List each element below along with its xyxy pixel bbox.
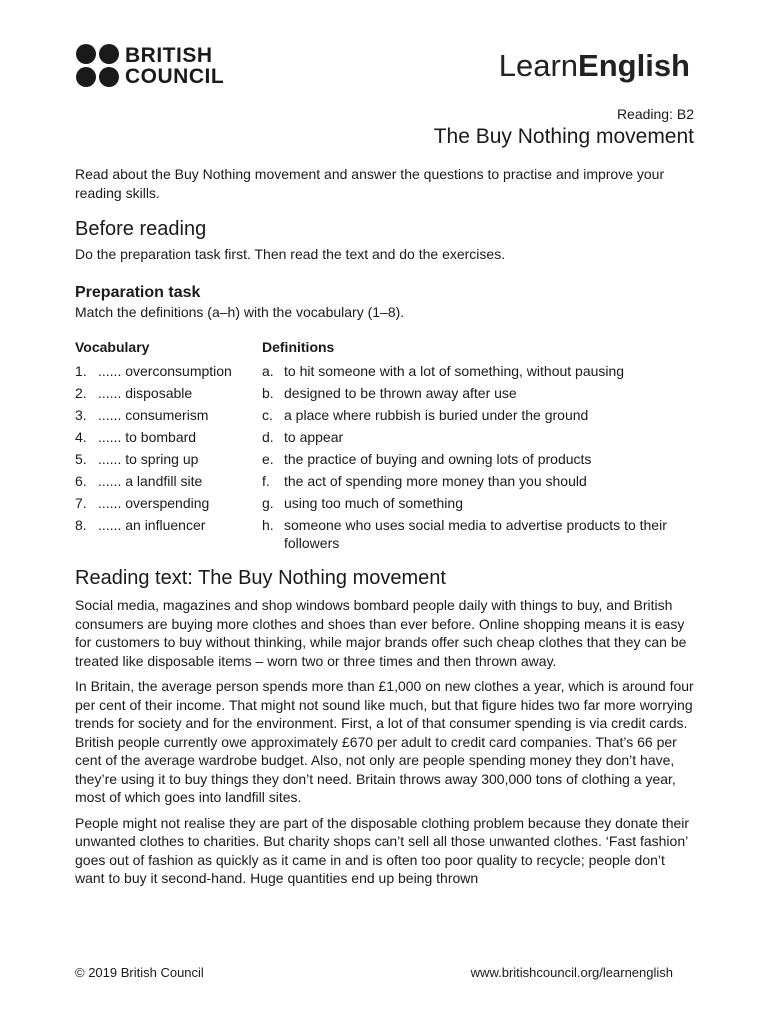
before-reading-heading: Before reading [75, 218, 207, 240]
logo-line-1: BRITISH [125, 43, 213, 67]
intro-text: Read about the Buy Nothing movement and answer the questions to practise and improve your reading skills. [75, 166, 665, 201]
preparation-task-heading: Preparation task [75, 284, 201, 301]
reading-paragraph: People might not realise they are part of the disposable clothing problem because they donate their unwanted clothes to charities. But charity shops can’t sell all those unwanted clothes. ‘Fast fashion’ goes out of fashion as quickly as it came in and is often too poor quality to recycle; people don’t want to buy it second-hand. Huge quantities end up being thrown [75, 814, 690, 886]
vocab-word: ...... to bombard [98, 428, 197, 445]
definition-text: the practice of buying and owning lots of products [284, 450, 592, 467]
reading-paragraph: In Britain, the average person spends more than £1,000 on new clothes a year, which is around four per cent of their income. That might not sound like much, but that figure hides two far more worrying trends for society and for the environment. First, a lot of that consumer spending is via credit cards. British people currently owe approximately £670 per adult to credit card companies. That’s 66 per cent of the average wardrobe budget. Also, not only are people spending money they don’t have, they’re using it to buy things they don’t need. Britain throws away 300,000 tons of clothing a year, most of which goes into landfill sites. [75, 678, 694, 805]
reading-text-heading: Reading text: The Buy Nothing movement [75, 566, 446, 589]
before-reading-text: Do the preparation task first. Then read the text and do the exercises. [75, 245, 506, 262]
definition-text: to appear [284, 428, 344, 445]
vocab-number: 4. [75, 428, 87, 445]
definition-text: using too much of something [284, 494, 463, 511]
logo-line-2: COUNCIL [125, 64, 225, 88]
definition-letter: c. [262, 406, 273, 423]
table-row [75, 384, 695, 406]
definition-text: a place where rubbish is buried under the ground [284, 406, 589, 423]
table-row [75, 494, 695, 516]
vocab-number: 1. [75, 362, 87, 379]
vocab-word: ...... disposable [98, 384, 193, 401]
definition-text: designed to be thrown away after use [284, 384, 517, 401]
vocab-number: 5. [75, 450, 87, 467]
table-row [75, 450, 695, 472]
vocab-word: ...... overspending [98, 494, 210, 511]
vocab-number: 3. [75, 406, 87, 423]
table-row [75, 472, 695, 494]
table-row [75, 428, 695, 450]
definition-letter: e. [262, 450, 274, 467]
definition-letter: h. [262, 516, 274, 533]
learn-suffix: English [578, 48, 690, 83]
table-row [75, 406, 695, 428]
main-content [75, 165, 695, 888]
vocab-word: ...... overconsumption [98, 362, 232, 379]
vocabulary-table-header [75, 338, 695, 357]
vocab-word: ...... to spring up [98, 450, 199, 467]
level-label: Reading: B2 [616, 106, 694, 122]
document-title: The Buy Nothing movement [433, 125, 694, 148]
vocab-word: ...... a landfill site [98, 472, 203, 489]
definitions-column-header: Definitions [262, 339, 335, 355]
definition-letter: f. [262, 472, 270, 489]
definition-letter: a. [262, 362, 274, 379]
reading-paragraph: Social media, magazines and shop windows bombard people daily with things to buy, and British consumers are buying more clothes and shoes than ever before. Online shopping means it is easy for customers to buy without thinking, while major brands offer such cheap clothes that they can be treated like disposable items – worn two or three times and then thrown away. [75, 597, 687, 669]
british-council-logo [76, 44, 224, 87]
vocabulary-table [75, 362, 695, 553]
table-row [75, 516, 695, 553]
footer-url: www.britishcouncil.org/learnenglish [470, 965, 673, 980]
vocab-number: 6. [75, 472, 87, 489]
vocab-word: ...... consumerism [98, 406, 209, 423]
logo-dots-icon [76, 44, 119, 87]
definition-text: to hit someone with a lot of something, without pausing [284, 362, 625, 379]
preparation-instruction: Match the definitions (a–h) with the vocabulary (1–8). [75, 303, 405, 320]
learn-prefix: Learn [498, 48, 579, 83]
logo-text [125, 45, 224, 87]
definition-letter: d. [262, 428, 274, 445]
vocabulary-column-header: Vocabulary [75, 339, 150, 355]
vocab-number: 2. [75, 384, 87, 401]
vocab-number: 8. [75, 516, 87, 533]
vocab-word: ...... an influencer [98, 516, 206, 533]
vocab-number: 7. [75, 494, 87, 511]
definition-text: the act of spending more money than you should [284, 472, 587, 489]
learnenglish-logo [499, 48, 690, 84]
definition-text: someone who uses social media to advertise products to their followers [284, 516, 667, 551]
table-row [75, 362, 695, 384]
definition-letter: g. [262, 494, 274, 511]
footer-copyright: © 2019 British Council [75, 965, 204, 980]
definition-letter: b. [262, 384, 274, 401]
